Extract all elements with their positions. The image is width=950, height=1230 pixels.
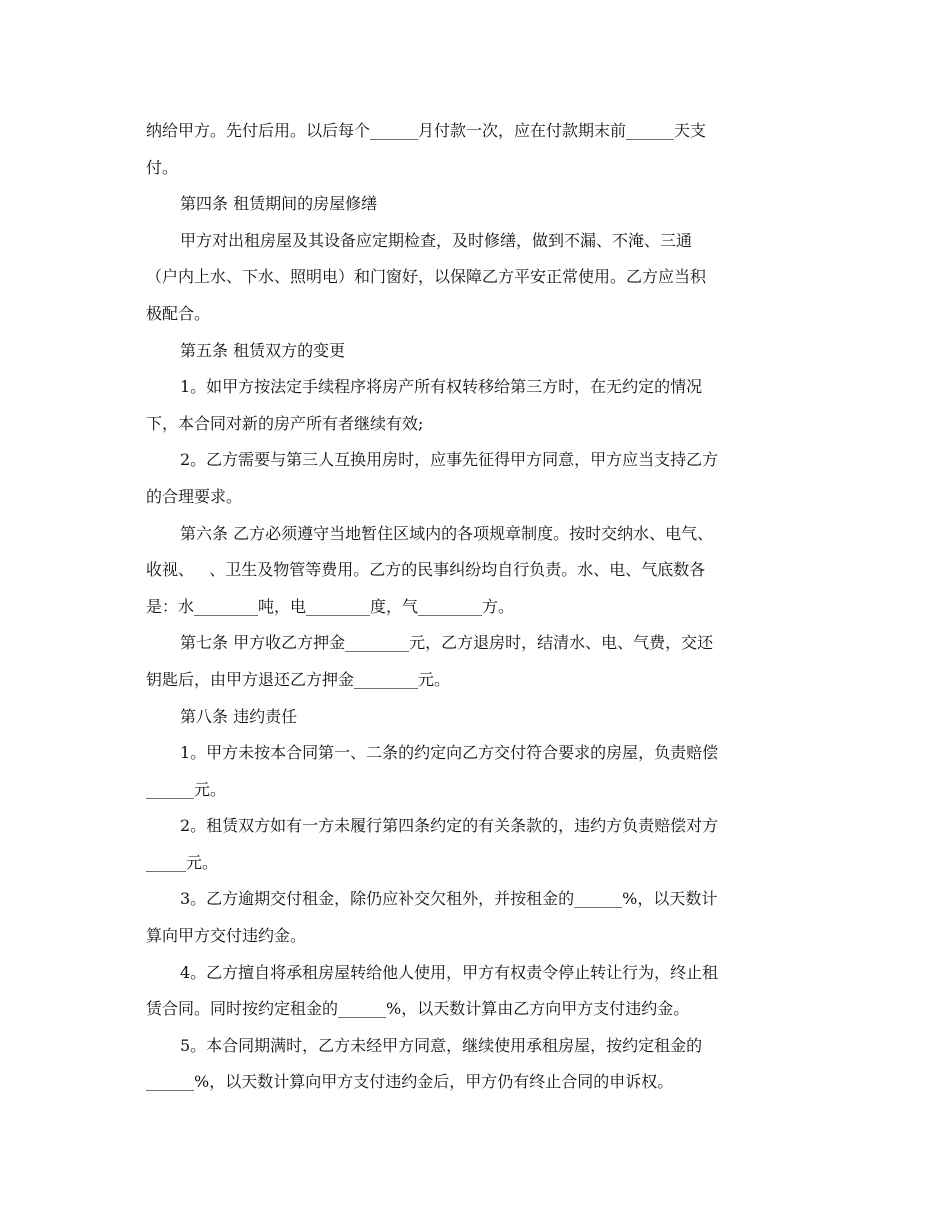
text-line: 算向甲方交付违约金。 (146, 926, 307, 946)
text-line: 钥匙后，由甲方退还乙方押金________元。 (146, 669, 451, 689)
text-line: _____元。 (146, 852, 219, 872)
article-heading-4: 第四条 租赁期间的房屋修缮 (180, 194, 378, 214)
article-heading-8: 第八条 违约责任 (180, 706, 298, 726)
text-line: （户内上水、下水、照明电）和门窗好，以保障乙方平安正常使用。乙方应当积 (146, 267, 707, 287)
document-body (146, 118, 806, 1106)
article-heading-5: 第五条 租赁双方的变更 (180, 340, 346, 360)
text-line: 下，本合同对新的房产所有者继续有效; (146, 413, 424, 433)
text-line: 的合理要求。 (146, 486, 243, 506)
text-line: 2。乙方需要与第三人互换用房时，应事先征得甲方同意，甲方应当支持乙方 (180, 450, 719, 470)
text-line: 极配合。 (146, 303, 211, 323)
text-line: 4。乙方擅自将承租房屋转给他人使用，甲方有权责令停止转让行为，终止租 (180, 962, 719, 982)
text-line: 1。甲方未按本合同第一、二条的约定向乙方交付符合要求的房屋，负责赔偿 (180, 743, 719, 763)
text-line: 是：水________吨，电________度，气________方。 (146, 596, 515, 616)
text-lines (146, 118, 806, 1097)
text-line: ______元。 (146, 779, 227, 799)
article-6: 第六条 乙方必须遵守当地暂住区域内的各项规章制度。按时交纳水、电气、 (180, 523, 714, 543)
text-line: 1。如甲方按法定手续程序将房产所有权转移给第三方时，在无约定的情况 (180, 377, 703, 397)
text-line: 收视、 、卫生及物管等费用。乙方的民事纠纷均自行负责。水、电、气底数各 (146, 560, 706, 580)
text-line: 甲方对出租房屋及其设备应定期检查，及时修缮，做到不漏、不淹、三通 (180, 230, 693, 250)
text-line: ______%，以天数计算向甲方支付违约金后，甲方仍有终止合同的申诉权。 (146, 1072, 674, 1092)
text-line: 5。本合同期满时，乙方未经甲方同意，继续使用承租房屋，按约定租金的 (180, 1035, 703, 1055)
text-line: 付。 (146, 157, 179, 177)
text-line: 赁合同。同时按约定租金的______%，以天数计算由乙方向甲方支付违约金。 (146, 999, 690, 1019)
article-7: 第七条 甲方收乙方押金________元，乙方退房时，结清水、电、气费，交还 (180, 633, 714, 653)
text-line: 纳给甲方。先付后用。以后每个______月付款一次，应在付款期末前______天支 (146, 121, 707, 140)
text-line: 3。乙方逾期交付租金，除仍应补交欠租外，并按租金的______%，以天数计 (180, 889, 718, 909)
text-line: 2。租赁双方如有一方未履行第四条约定的有关条款的，违约方负责赔偿对方 (180, 816, 719, 836)
